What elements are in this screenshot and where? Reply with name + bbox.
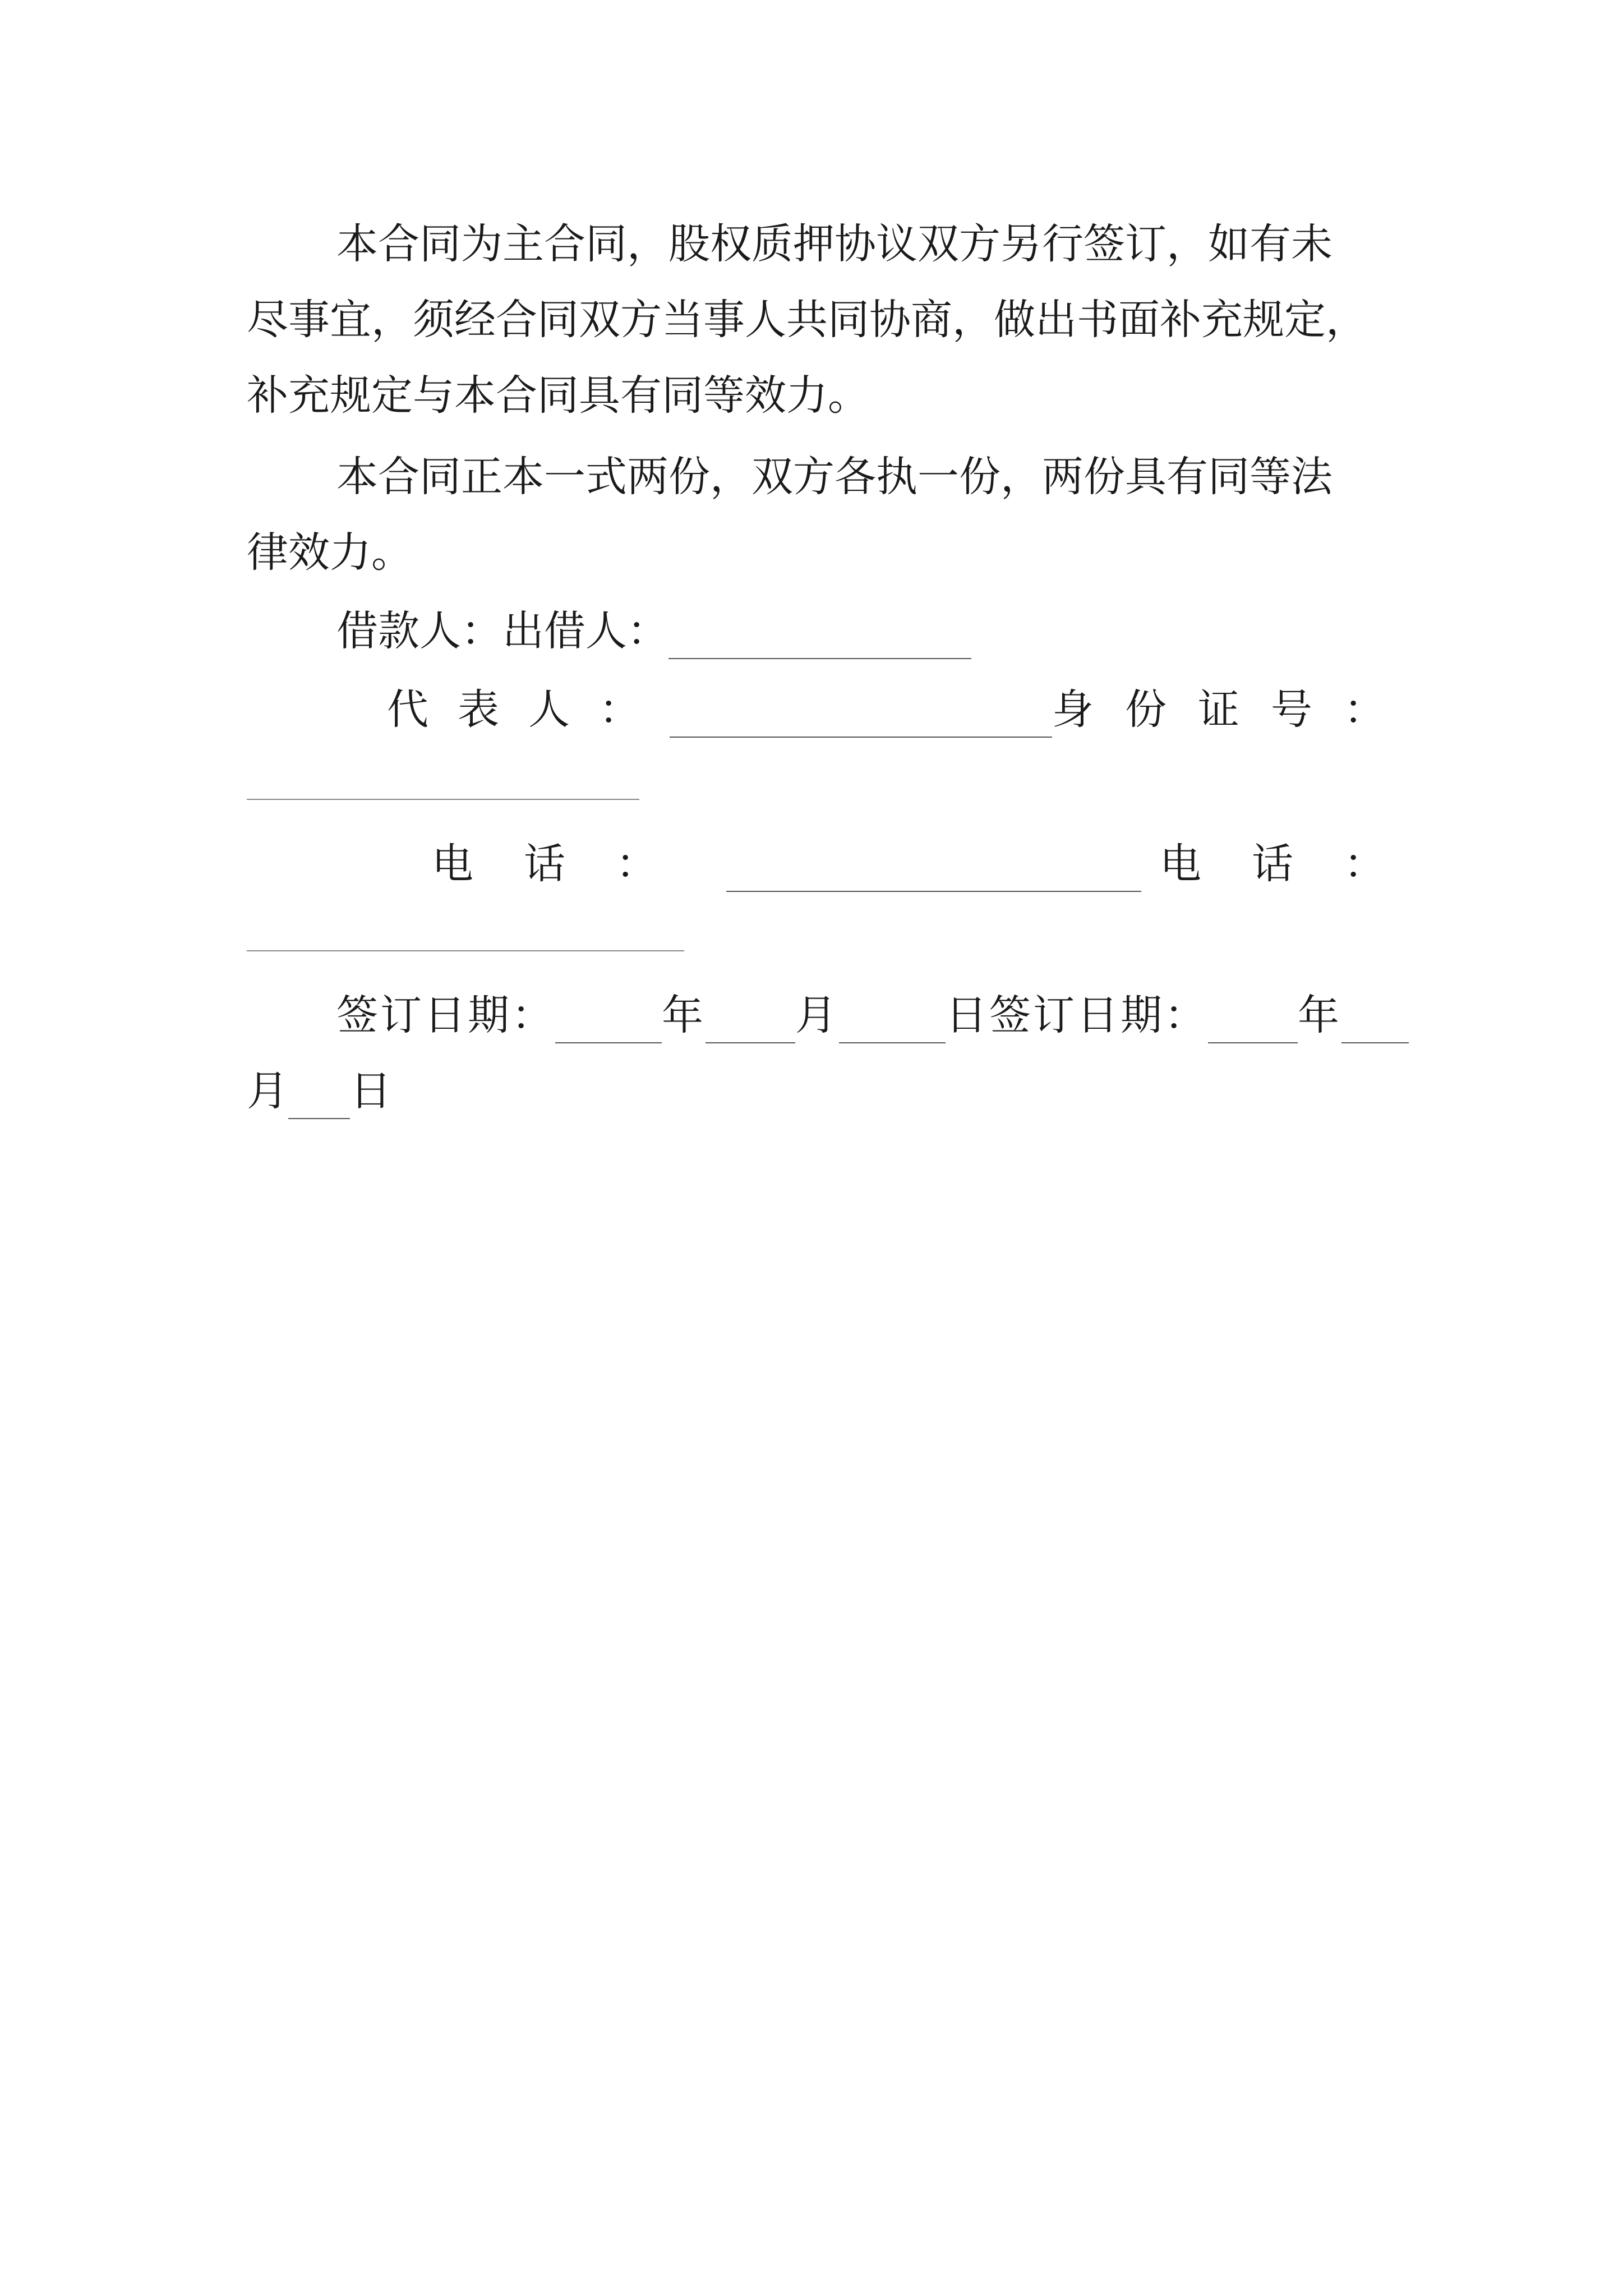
month-label-1: 月 [795, 991, 839, 1039]
year-blank-2[interactable] [1208, 1001, 1298, 1043]
borrower-lender-line [336, 603, 1385, 659]
day-blank-2[interactable] [288, 1076, 350, 1119]
sign-date-label-1: 签订日期： [336, 991, 555, 1039]
sign-date-label-2: 日签订日期： [946, 991, 1208, 1039]
month-blank-2-start[interactable] [1341, 1001, 1409, 1043]
year-label-2: 年 [1298, 991, 1341, 1039]
phone-label-1: 电话： [432, 840, 708, 888]
paragraph-1-line-2: 尽事宜，须经合同双方当事人共同协商，做出书面补充规定， [247, 296, 1367, 344]
day-label-2: 日 [350, 1067, 391, 1115]
paragraph-2-line-1: 本合同正本一式两份，双方各执一份，两份具有同等法 [336, 453, 1332, 501]
representative-blank[interactable] [670, 695, 1052, 738]
month-label-2: 月 [247, 1067, 288, 1115]
phone-blank-2[interactable] [247, 948, 684, 951]
year-blank-1[interactable] [555, 1001, 662, 1043]
sign-date-line [336, 987, 1385, 1043]
paragraph-1-line-3: 补充规定与本合同具有同等效力。 [247, 371, 869, 420]
phone-line [432, 836, 1436, 892]
representative-id-line [387, 682, 1417, 738]
representative-label: 代表人： [387, 685, 670, 734]
id-number-blank[interactable] [247, 797, 639, 800]
phone-blank-1[interactable] [726, 849, 1141, 892]
phone-label-2: 电话： [1160, 840, 1436, 888]
lender-name-blank[interactable] [668, 616, 971, 659]
year-label-1: 年 [662, 991, 706, 1039]
sign-date-line-2 [247, 1063, 1385, 1119]
borrower-lender-label: 借款人：出借人： [336, 607, 668, 655]
day-blank-1[interactable] [839, 1001, 946, 1043]
id-number-label: 身份证号： [1052, 685, 1417, 734]
paragraph-1-line-1: 本合同为主合同，股权质押协议双方另行签订，如有未 [336, 220, 1332, 268]
month-blank-1[interactable] [706, 1001, 795, 1043]
paragraph-2-line-2: 律效力。 [247, 528, 413, 577]
